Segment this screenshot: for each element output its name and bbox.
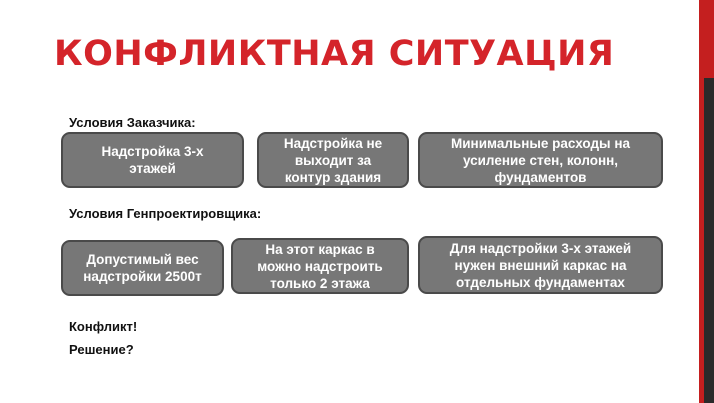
customer-condition-box-1 xyxy=(61,132,244,188)
customer-condition-text-1: Надстройка 3-х этажей xyxy=(101,144,204,176)
slide-title: КОНФЛИКТНАЯ СИТУАЦИЯ xyxy=(54,34,615,74)
designer-condition-text-1: Допустимый вес надстройки 2500т xyxy=(83,252,202,284)
designer-conditions-heading: Условия Генпроектировщика: xyxy=(69,206,262,221)
customer-condition-text-3: Минимальные расходы на усиление стен, колонн, фундаментов xyxy=(451,135,630,185)
decorative-side-bar-dark xyxy=(704,78,714,403)
designer-condition-box-1 xyxy=(61,240,224,296)
customer-condition-text-2: Надстройка не выходит за контур здания xyxy=(283,135,383,185)
customer-condition-box-2 xyxy=(257,132,409,188)
conflict-text: Конфликт! xyxy=(69,319,138,334)
designer-condition-text-2: На этот каркас в можно надстроить только 2 этажа xyxy=(257,241,383,291)
solution-text: Решение? xyxy=(69,342,134,357)
designer-condition-box-2 xyxy=(231,238,409,294)
customer-condition-box-3 xyxy=(418,132,663,188)
designer-condition-box-3 xyxy=(418,236,663,294)
customer-conditions-heading: Условия Заказчика: xyxy=(69,115,196,130)
designer-condition-text-3: Для надстройки 3-х этажей нужен внешний каркас на отдельных фундаментах xyxy=(449,240,632,290)
